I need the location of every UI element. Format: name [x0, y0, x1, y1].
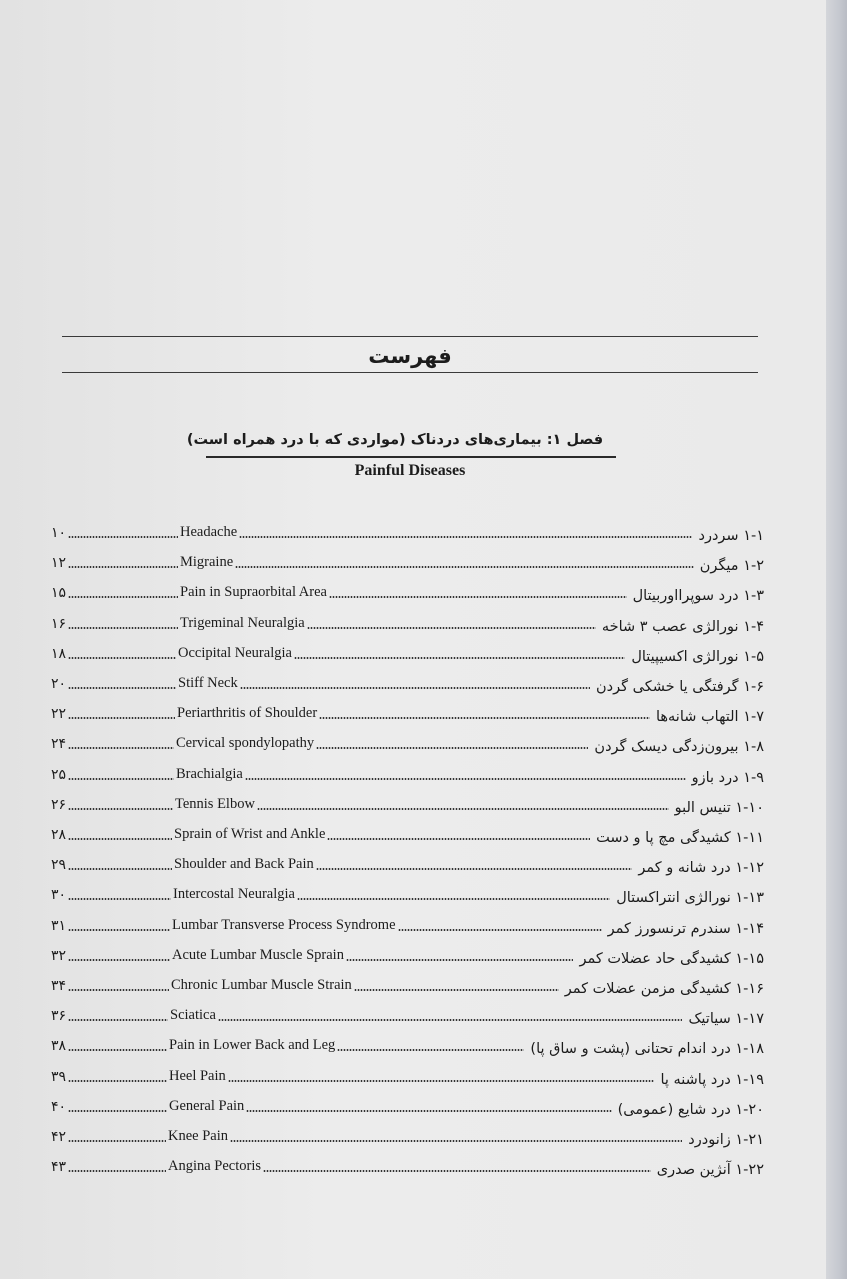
- entry-title-persian: ۱-۲۲ آنژین صدری: [656, 1162, 764, 1179]
- toc-entry[interactable]: [0, 641, 826, 665]
- entry-title-english: Sprain of Wrist and Ankle: [174, 826, 326, 842]
- toc-title: فهرست: [368, 344, 452, 368]
- dot-leader: [68, 1049, 167, 1051]
- dot-leader: [68, 1140, 166, 1142]
- dot-leader: [218, 1019, 682, 1021]
- entry-title-english: Periarthritis of Shoulder: [177, 705, 318, 722]
- entry-title-english: Sciatica: [170, 1007, 216, 1024]
- page-number: ۲۹: [50, 857, 66, 874]
- dot-leader: [245, 778, 686, 780]
- toc-entry[interactable]: [0, 792, 826, 816]
- dot-leader: [68, 989, 169, 991]
- entry-title-english: Angina Pectoris: [168, 1158, 262, 1175]
- entry-title-english: Tennis Elbow: [175, 795, 255, 812]
- dot-leader: [228, 1080, 654, 1082]
- toc-entry[interactable]: [0, 1094, 826, 1118]
- dot-leader: [68, 929, 170, 931]
- dot-leader: [316, 747, 588, 749]
- entry-title-persian: ۱-۱۷ سیاتیک: [688, 1011, 764, 1028]
- toc-entry[interactable]: [0, 731, 826, 755]
- page-number: ۱۸: [50, 645, 66, 662]
- dot-leader: [230, 1140, 682, 1142]
- dot-leader: [68, 1110, 167, 1112]
- entry-title-persian: ۱-۱۶ کشیدگی مزمن عضلات کمر: [564, 981, 764, 997]
- dot-leader: [68, 747, 174, 749]
- dot-leader: [319, 717, 650, 719]
- dot-leader: [68, 1080, 167, 1082]
- entry-title-persian: ۱-۹ درد بازو: [691, 769, 764, 786]
- chapter-title-english: Painful Diseases: [354, 462, 466, 479]
- dot-leader: [329, 596, 627, 598]
- dot-leader: [235, 566, 694, 568]
- chapter-title-persian: فصل ۱: بیماری‌های دردناک (مواردی که با درد همراه است): [186, 432, 604, 448]
- toc-entry[interactable]: [0, 1064, 826, 1088]
- entry-title-persian: ۱-۱ سردرد: [698, 528, 764, 544]
- page-number: ۱۶: [50, 615, 66, 632]
- page-number: ۱۲: [50, 555, 66, 572]
- entry-title-persian: ۱-۴ نورالژی عصب ۳ شاخه: [601, 618, 764, 635]
- entry-title-persian: ۱-۲۰ درد شایع (عمومی): [617, 1101, 764, 1118]
- toc-entry[interactable]: [0, 1124, 826, 1148]
- entry-title-persian: ۱-۱۱ کشیدگی مچ پا و دست: [596, 830, 764, 846]
- page-number: ۲۴: [50, 736, 66, 753]
- toc-entry[interactable]: [0, 1003, 826, 1027]
- dot-leader: [68, 898, 171, 900]
- page-number: ۳۸: [50, 1038, 66, 1055]
- page-number: ۴۰: [50, 1098, 66, 1115]
- entry-title-english: Stiff Neck: [178, 675, 238, 691]
- entry-title-english: Trigeminal Neuralgia: [180, 614, 305, 631]
- page-number: ۲۸: [50, 827, 66, 843]
- entry-title-english: Shoulder and Back Pain: [174, 856, 314, 873]
- page-edge: [826, 0, 847, 1279]
- page-number: ۲۰: [50, 676, 66, 692]
- dot-leader: [68, 1019, 168, 1021]
- page-number: ۱۵: [50, 585, 66, 602]
- dot-leader: [246, 1110, 612, 1112]
- dot-leader: [68, 687, 176, 689]
- toc-entry[interactable]: [0, 520, 826, 544]
- toc-entry[interactable]: [0, 671, 826, 695]
- page-number: ۴۳: [50, 1159, 66, 1176]
- dot-leader: [240, 687, 590, 689]
- entry-title-english: Pain in Supraorbital Area: [180, 584, 327, 601]
- toc-entry[interactable]: [0, 701, 826, 725]
- dot-leader: [68, 596, 178, 598]
- entry-title-persian: ۱-۱۲ درد شانه و کمر: [638, 860, 764, 877]
- dot-leader: [68, 1170, 166, 1172]
- entry-title-persian: ۱-۱۳ نورالژی انتراکستال: [616, 890, 764, 907]
- entry-title-english: Pain in Lower Back and Leg: [169, 1037, 336, 1054]
- entry-title-english: Acute Lumbar Muscle Sprain: [172, 946, 344, 963]
- entry-title-persian: ۱-۵ نورالژی اکسیپیتال: [631, 648, 764, 665]
- entry-title-persian: ۱-۱۸ درد اندام تحتانی (پشت و ساق پا): [530, 1041, 764, 1058]
- toc-entry[interactable]: [0, 943, 826, 967]
- dot-leader: [239, 536, 692, 538]
- toc-entry[interactable]: [0, 913, 826, 937]
- chapter-underline: [206, 456, 616, 458]
- page-number: ۱۰: [50, 525, 66, 541]
- dot-leader: [68, 566, 178, 568]
- dot-leader: [68, 808, 173, 810]
- page-number: ۳۲: [50, 947, 66, 964]
- dot-leader: [68, 536, 178, 538]
- dot-leader: [68, 627, 178, 629]
- toc-entry[interactable]: [0, 973, 826, 997]
- title-rule: [62, 372, 758, 373]
- entry-title-persian: ۱-۷ التهاب شانه‌ها: [655, 709, 764, 726]
- page-number: ۴۲: [50, 1129, 66, 1145]
- page-number: ۳۶: [50, 1008, 66, 1025]
- toc-entry[interactable]: [0, 580, 826, 604]
- entry-title-persian: ۱-۱۹ درد پاشنه پا: [660, 1071, 764, 1088]
- toc-entry[interactable]: [0, 882, 826, 906]
- page-number: ۲۲: [50, 706, 66, 723]
- dot-leader: [327, 838, 590, 840]
- page-number: ۳۰: [50, 887, 66, 904]
- entry-title-english: Brachialgia: [176, 765, 243, 782]
- entry-title-persian: ۱-۲۱ زانودرد: [688, 1132, 764, 1148]
- dot-leader: [263, 1170, 651, 1172]
- dot-leader: [294, 657, 625, 659]
- entry-title-english: Intercostal Neuralgia: [173, 886, 295, 903]
- page-number: ۳۱: [50, 917, 66, 934]
- dot-leader: [398, 929, 602, 931]
- dot-leader: [68, 778, 174, 780]
- toc-entry[interactable]: [0, 852, 826, 876]
- dot-leader: [346, 959, 573, 961]
- toc-entry[interactable]: [0, 762, 826, 786]
- entry-title-persian: ۱-۶ گرفتگی یا خشکی گردن: [595, 679, 764, 695]
- top-rule: [62, 336, 758, 337]
- toc-entry[interactable]: [0, 822, 826, 846]
- dot-leader: [68, 838, 172, 840]
- dot-leader: [337, 1049, 524, 1051]
- dot-leader: [257, 808, 669, 810]
- dot-leader: [68, 657, 176, 659]
- entry-title-persian: ۱-۲ میگرن: [699, 558, 764, 575]
- page-number: ۲۶: [50, 796, 66, 813]
- entry-title-english: Knee Pain: [168, 1128, 228, 1144]
- entry-title-english: Cervical spondylopathy: [176, 735, 315, 752]
- toc-entry[interactable]: [0, 550, 826, 574]
- entry-title-english: General Pain: [169, 1097, 245, 1114]
- entry-title-persian: ۱-۱۰ تنیس البو: [674, 799, 764, 816]
- entry-title-persian: ۱-۳ درد سوپرااوربیتال: [632, 588, 764, 605]
- entry-title-english: Lumbar Transverse Process Syndrome: [172, 916, 396, 933]
- dot-leader: [68, 717, 175, 719]
- entry-title-english: Chronic Lumbar Muscle Strain: [171, 977, 352, 993]
- dot-leader: [297, 898, 610, 900]
- page-number: ۲۵: [50, 766, 66, 783]
- toc-entry[interactable]: [0, 1033, 826, 1057]
- entry-title-persian: ۱-۱۵ کشیدگی حاد عضلات کمر: [579, 950, 764, 967]
- dot-leader: [354, 989, 559, 991]
- entry-title-persian: ۱-۱۴ سندرم ترنسورز کمر: [607, 920, 764, 937]
- page-number: ۳۹: [50, 1068, 66, 1085]
- toc-entry[interactable]: [0, 611, 826, 635]
- entry-title-english: Migraine: [180, 554, 234, 571]
- dot-leader: [68, 959, 170, 961]
- entry-title-english: Headache: [180, 524, 238, 540]
- entry-title-persian: ۱-۸ بیرون‌زدگی دیسک گردن: [594, 739, 764, 756]
- entry-title-english: Occipital Neuralgia: [178, 644, 292, 661]
- dot-leader: [316, 868, 632, 870]
- dot-leader: [68, 868, 172, 870]
- toc-entry[interactable]: [0, 1154, 826, 1178]
- entry-title-english: Heel Pain: [169, 1067, 226, 1084]
- page-number: ۳۴: [50, 978, 66, 994]
- dot-leader: [307, 627, 596, 629]
